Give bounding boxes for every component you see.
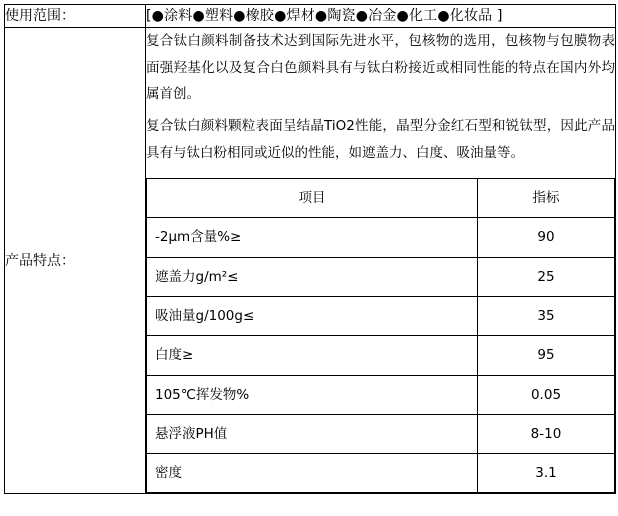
table-row [147, 218, 615, 257]
spec-item-0: -2μm含量%≥ [147, 218, 478, 257]
scope-value-cell [146, 5, 616, 28]
spec-item-1: 遮盖力g/m²≤ [147, 257, 478, 296]
table-row-scope [5, 5, 616, 28]
scope-label-cell [5, 5, 146, 28]
spec-value-3: 95 [478, 336, 615, 375]
spec-value-5: 8-10 [478, 414, 615, 453]
spec-value-4: 0.05 [478, 375, 615, 414]
spec-item-5: 悬浮液PH值 [147, 414, 478, 453]
spec-value-2: 35 [478, 296, 615, 335]
table-row [147, 296, 615, 335]
spec-header-item: 项目 [147, 178, 478, 217]
features-label: 产品特点： [5, 252, 75, 269]
spec-value-1: 25 [478, 257, 615, 296]
features-paragraph-2: 复合钛白颜料颗粒表面呈结晶TiO2性能，晶型分金红石型和锐钛型，因此产品具有与钛白粉相同或近似的性能，如遮盖力、白度、吸油量等。 [146, 118, 615, 161]
spec-item-3: 白度≥ [147, 336, 478, 375]
features-paragraph-1: 复合钛白颜料制备技术达到国际先进水平，包核物的选用，包核物与包膜物表面强羟基化以及复合白色颜料具有与钛白粉接近或相同性能的特点在国内外均属首创。 [146, 33, 615, 103]
table-row [147, 257, 615, 296]
product-info-table [4, 4, 616, 494]
document-page [0, 4, 618, 516]
features-value-cell [146, 28, 616, 494]
table-row [147, 375, 615, 414]
spec-header-row [147, 178, 615, 217]
spec-item-2: 吸油量g/100g≤ [147, 296, 478, 335]
spec-value-0: 90 [478, 218, 615, 257]
features-label-cell [5, 28, 146, 494]
spec-value-6: 3.1 [478, 454, 615, 493]
spec-item-4: 105℃挥发物% [147, 375, 478, 414]
spec-header-value: 指标 [478, 178, 615, 217]
scope-value: [●涂料●塑料●橡胶●焊材●陶瓷●冶金●化工●化妆品 ] [146, 7, 503, 24]
table-row [147, 336, 615, 375]
table-row [147, 414, 615, 453]
spec-item-6: 密度 [147, 454, 478, 493]
specification-table [146, 178, 615, 494]
table-row-features [5, 28, 616, 494]
table-row [147, 454, 615, 493]
scope-label: 使用范围： [5, 8, 75, 24]
